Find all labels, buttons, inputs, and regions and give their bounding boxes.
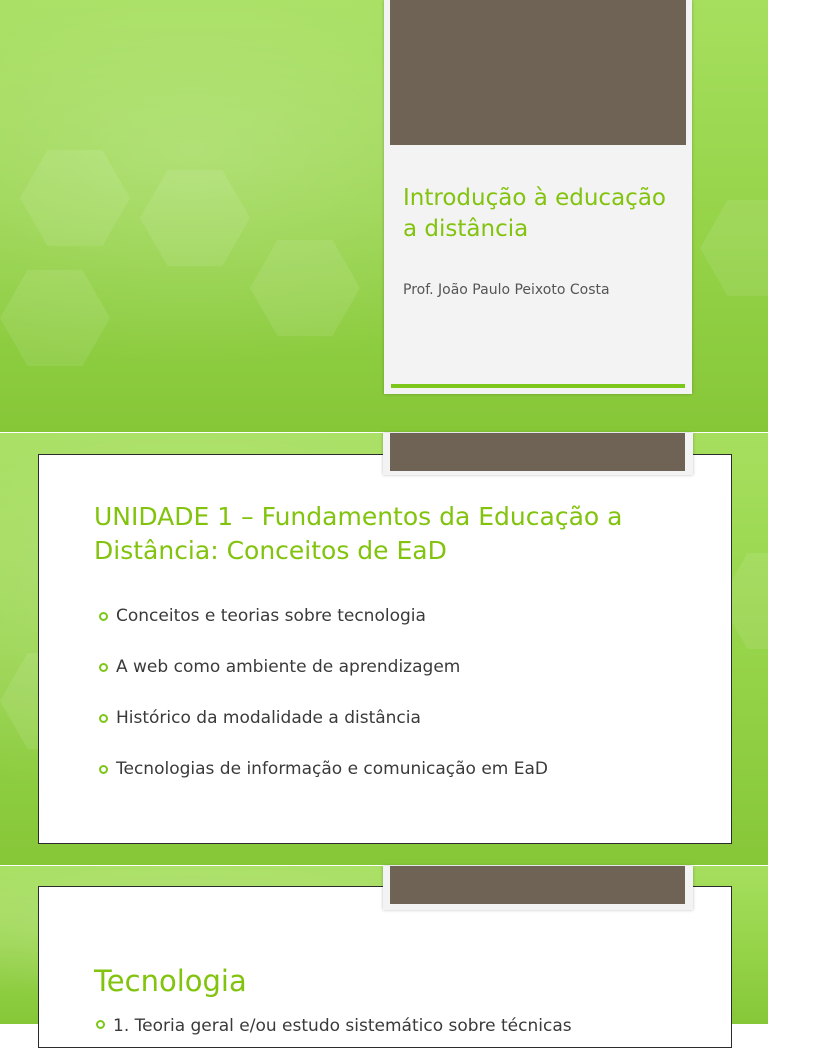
bullet-text: Conceitos e teorias sobre tecnologia xyxy=(116,606,426,626)
bullet-item-partial xyxy=(96,1016,572,1036)
accent-rule xyxy=(391,384,685,388)
hexagon-decoration xyxy=(700,200,810,296)
hexagon-decoration xyxy=(140,170,250,266)
hexagon-decoration xyxy=(0,270,110,366)
slide-title xyxy=(0,0,768,432)
content-card xyxy=(38,886,732,1048)
bullet-text: Tecnologias de informação e comunicação em EaD xyxy=(116,759,549,779)
header-tab xyxy=(383,866,693,910)
bullet-ring-icon xyxy=(96,1020,105,1029)
hexagon-decoration xyxy=(20,150,130,246)
bullet-ring-icon xyxy=(99,612,108,621)
bullet-ring-icon xyxy=(99,663,108,672)
bullet-text: Histórico da modalidade a distância xyxy=(116,708,421,728)
content-card xyxy=(38,454,732,844)
presenter-name: Prof. João Paulo Peixoto Costa xyxy=(403,282,610,298)
bullet-list xyxy=(99,605,548,809)
presentation-title: Introdução à educação a distância xyxy=(403,185,666,242)
bullet-item xyxy=(99,605,548,656)
bullet-item xyxy=(99,707,548,758)
header-tab xyxy=(383,433,693,475)
slide-heading: UNIDADE 1 – Fundamentos da Educação a Distância: Conceitos de EaD xyxy=(94,502,623,565)
bullet-item xyxy=(99,656,548,707)
bullet-text: 1. Teoria geral e/ou estudo sistemático sobre técnicas xyxy=(113,1016,572,1036)
hexagon-decoration xyxy=(250,240,360,336)
bullet-text: A web como ambiente de aprendizagem xyxy=(116,657,461,677)
title-card xyxy=(384,0,692,394)
hexagon-decoration xyxy=(720,553,830,649)
slide-unit-1 xyxy=(0,433,768,865)
bullet-ring-icon xyxy=(99,714,108,723)
slide-heading: Tecnologia xyxy=(94,964,247,998)
tab-image-block xyxy=(390,433,685,471)
bullet-item xyxy=(99,758,548,809)
bullet-ring-icon xyxy=(99,765,108,774)
slide-tecnologia xyxy=(0,866,768,1036)
tab-image-block xyxy=(390,866,685,904)
title-image-block xyxy=(390,0,686,145)
